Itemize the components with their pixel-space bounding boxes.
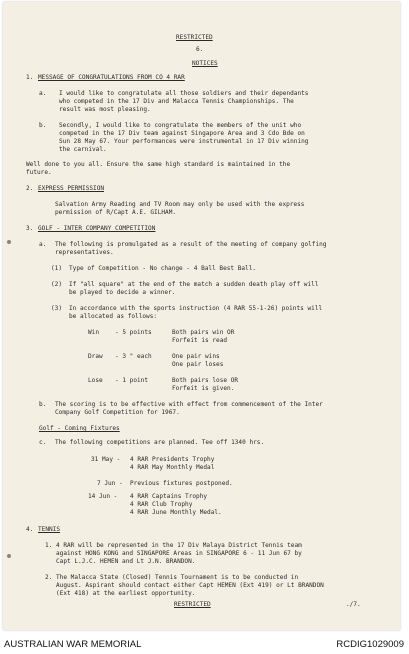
fixture-event: 4 RAR Club Trophy — [130, 501, 193, 508]
fixture-event: 4 RAR Captains Trophy — [130, 493, 208, 500]
item-marker: (1) — [51, 265, 63, 272]
next-page-marker: ./7. — [346, 601, 361, 608]
section-1b-marker: b. — [39, 122, 47, 129]
section-1-closing: Well done to you all. Ensure the same high standard is maintained in the — [26, 161, 291, 168]
section-1a-line: who competed in the 17 Div and Malacca Tennis Championships. The — [59, 98, 294, 105]
section-1b-line: Sun 28 May 67. Your performances were instrumental in 17 Div winning — [59, 138, 309, 145]
points-value: - 5 points — [115, 329, 152, 336]
fixture-event: 4 RAR Presidents Trophy — [130, 456, 215, 463]
classification-footer: RESTRICTED — [174, 601, 211, 608]
play-off-rule: be played to decide a winner. — [69, 289, 176, 296]
section-3b-line: Company Golf Competition for 1967. — [55, 409, 180, 416]
section-2-number: 2. — [26, 185, 34, 192]
section-2-line: permission of R/Capt A.E. GILHAM. — [55, 209, 177, 216]
classification-header: RESTRICTED — [176, 34, 213, 41]
section-1b-line: competed in the 17 Div team against Singapore Area and 3 Cdo Bde on — [59, 130, 305, 137]
tennis-item-line: Capt L.J.C. HEMEN and Lt J.N. BRANDON. — [56, 558, 196, 565]
points-result: Lose — [88, 377, 103, 384]
page-number: 6. — [196, 46, 204, 53]
section-1b-line: the carnival. — [59, 146, 107, 153]
tennis-item-line: (Ext 418) at the earliest opportunity. — [56, 590, 196, 597]
section-3b-line: The scoring is to be effective with effect from commencement of the Inter — [55, 401, 323, 408]
points-result: Draw — [88, 353, 103, 360]
section-2-line: Salvation Army Reading and TV Room may only be used with the express — [55, 201, 305, 208]
archive-reference: RCDIG1029009 — [336, 639, 404, 650]
section-1-closing: future. — [26, 169, 52, 176]
archive-footer — [0, 632, 409, 654]
section-4-heading: TENNIS — [38, 526, 61, 533]
fixture-event: 4 RAR June Monthly Medal. — [130, 509, 222, 516]
section-3c-marker: c. — [39, 439, 47, 446]
fixture-date: 31 May - — [91, 456, 121, 463]
competition-type: Type of Competition - No change - 4 Ball Best Ball. — [69, 265, 257, 272]
archive-name: AUSTRALIAN WAR MEMORIAL — [4, 639, 142, 650]
section-4-number: 4. — [26, 526, 34, 533]
points-condition: Forfeit is read — [172, 337, 228, 344]
points-condition: One pair wins — [172, 353, 220, 360]
points-value: - 1 point — [115, 377, 149, 384]
section-1a-line: I would like to congratulate all those soldiers and their dependants — [59, 90, 309, 97]
points-condition: Both pairs lose OR — [172, 377, 239, 384]
section-3c-line: The following competitions are planned. Tee off 1340 hrs. — [55, 439, 265, 446]
section-1-heading: MESSAGE OF CONGRATULATIONS FROM CO 4 RAR — [38, 74, 185, 81]
points-condition: Forfeit is given. — [172, 385, 235, 392]
section-1a-marker: a. — [39, 90, 47, 97]
tennis-item-line: against HONG KONG and SINGAPORE Areas in SINGAPORE 6 - 11 Jun 67 by — [56, 550, 302, 557]
fixture-date: 14 Jun - — [88, 493, 118, 500]
fixture-date: 7 Jun - — [97, 480, 123, 487]
section-2-heading: EXPRESS PERMISSION — [38, 185, 105, 192]
points-condition: Both pairs win OR — [172, 329, 235, 336]
tennis-item-line: 4 RAR will be represented in the 17 Div Malaya District Tennis team — [56, 542, 302, 549]
page-title: NOTICES — [192, 60, 218, 67]
fixture-event: Previous fixtures postponed. — [130, 480, 233, 487]
tennis-item-line: August. Aspirant should contact either Capt HEMEN (Ext 419) or Lt BRANDON — [56, 582, 324, 589]
tennis-item-line: The Malacca State (Closed) Tennis Tournament is to be conducted in — [56, 574, 299, 581]
tennis-item-marker: 1. — [45, 542, 53, 549]
fixture-event: 4 RAR May Monthly Medal — [130, 464, 215, 471]
item-marker: (2) — [51, 281, 63, 288]
section-3b-marker: b. — [39, 401, 47, 408]
points-result: Win — [88, 329, 100, 336]
section-1a-line: result was most pleasing. — [59, 106, 151, 113]
section-3-heading: GOLF - INTER COMPANY COMPETITION — [38, 225, 156, 232]
points-condition: One pair loses — [172, 361, 224, 368]
item-marker: (3) — [51, 305, 63, 312]
section-3a-line: The following is promulgated as a result of the meeting of company golfing — [55, 241, 327, 248]
tennis-item-marker: 2. — [45, 574, 53, 581]
section-3a-marker: a. — [39, 241, 47, 248]
points-value: - 3 " each — [115, 353, 152, 360]
section-3a-line: representatives. — [55, 249, 114, 256]
section-3-number: 3. — [26, 225, 34, 232]
points-instruction: In accordance with the sports instruction (4 RAR 55-1-26) points will — [69, 305, 323, 312]
points-instruction: be allocated as follows: — [69, 313, 158, 320]
section-1-number: 1. — [26, 74, 34, 81]
section-1b-line: Secondly, I would like to congratulate the members of the unit who — [59, 122, 302, 129]
fixtures-heading: Golf - Coming Fixtures — [39, 425, 120, 432]
play-off-rule: If "all square" at the end of the match a sudden death play off will — [69, 281, 319, 288]
